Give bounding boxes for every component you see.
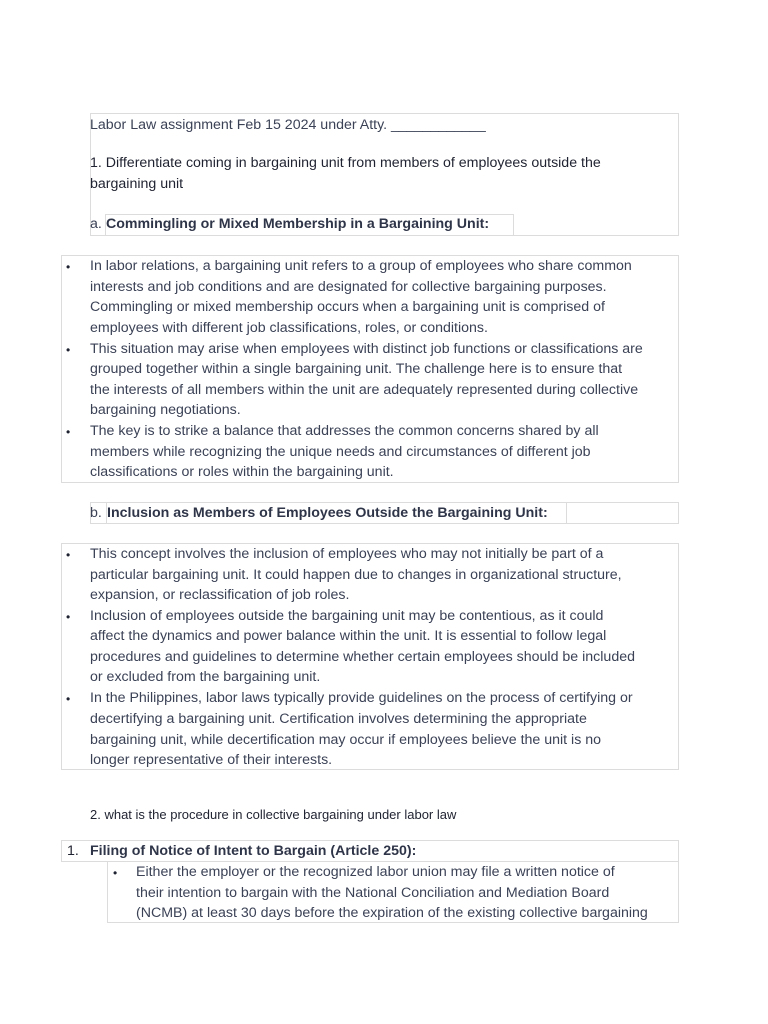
section-a-bullet-2-line-4: bargaining negotiations. [90,402,241,418]
section-b-bullet-3-line-1: In the Philippines, labor laws typically provide guidelines on the process of certifying or [90,690,633,706]
section-a-bullet-1-line-4: employees with different job classifications, roles, or conditions. [90,320,488,336]
bullet-icon: • [66,343,71,357]
step-1-sub-line-3: (NCMB) at least 30 days before the expiration of the existing collective bargaining [136,905,648,921]
section-b-marker: b. [90,505,102,521]
bullet-icon: • [66,260,71,274]
bullet-icon: • [66,548,71,562]
step-1-sub-line-1: Either the employer or the recognized labor union may file a written notice of [136,864,615,880]
section-a-bullet-3-line-1: The key is to strike a balance that addresses the common concerns shared by all [90,423,599,439]
bullet-icon: • [113,866,118,880]
question-2: 2. what is the procedure in collective bargaining under labor law [90,807,457,822]
section-a-bullet-2-line-1: This situation may arise when employees with distinct job functions or classifications are [90,341,643,357]
section-b-bullet-1-line-2: particular bargaining unit. It could happen due to changes in organizational structure, [90,567,622,583]
section-b-bullet-2-line-4: or excluded from the bargaining unit. [90,669,321,685]
step-1-number: 1. [67,843,79,859]
section-b-bullet-2-line-3: procedures and guidelines to determine whether certain employees should be included [90,649,635,665]
section-b-heading: Inclusion as Members of Employees Outside the Bargaining Unit: [107,505,548,521]
section-b-bullet-2-line-2: affect the dynamics and power balance within the unit. It is essential to follow legal [90,628,607,644]
section-a-bullet-2-line-2: grouped together within a single bargaining unit. The challenge here is to ensure that [90,361,623,377]
section-b-bullet-3-line-3: bargaining unit, while decertification may occur if employees believe the unit is no [90,732,602,748]
step-1-heading: Filing of Notice of Intent to Bargain (Article 250): [90,843,417,859]
section-a-bullet-1-line-2: interests and job conditions and are designated for collective bargaining purposes. [90,279,607,295]
bullet-icon: • [66,610,71,624]
section-a-bullet-3-line-3: classifications or roles within the bargaining unit. [90,464,394,480]
section-a-bullet-3-line-2: members while recognizing the unique needs and circumstances of different job [90,444,591,460]
bullet-icon: • [66,692,71,706]
question-1-line-2: bargaining unit [90,176,184,192]
section-a-bullet-1-line-1: In labor relations, a bargaining unit refers to a group of employees who share common [90,258,632,274]
section-a-bullet-2-line-3: the interests of all members within the unit are adequately represented during collective [90,382,639,398]
section-a-marker: a. [90,216,102,232]
section-b-bullet-3-line-2: decertifying a bargaining unit. Certification involves determining the appropriate [90,711,587,727]
section-b-bullet-1-line-3: expansion, or reclassification of job roles. [90,587,350,603]
question-1-line-1: 1. Differentiate coming in bargaining unit from members of employees outside the [90,155,601,171]
section-b-bullet-3-line-4: longer representative of their interests. [90,752,333,768]
document-title: Labor Law assignment Feb 15 2024 under Atty. ____________ [90,117,486,133]
section-a-bullet-1-line-3: Commingling or mixed membership occurs when a bargaining unit is comprised of [90,299,605,315]
bullet-icon: • [66,425,71,439]
section-b-bullet-1-line-1: This concept involves the inclusion of employees who may not initially be part of a [90,546,604,562]
section-b-bullet-2-line-1: Inclusion of employees outside the bargaining unit may be contentious, as it could [90,608,604,624]
section-a-heading: Commingling or Mixed Membership in a Bargaining Unit: [106,216,490,232]
step-1-sub-line-2: their intention to bargain with the National Conciliation and Mediation Board [136,885,610,901]
